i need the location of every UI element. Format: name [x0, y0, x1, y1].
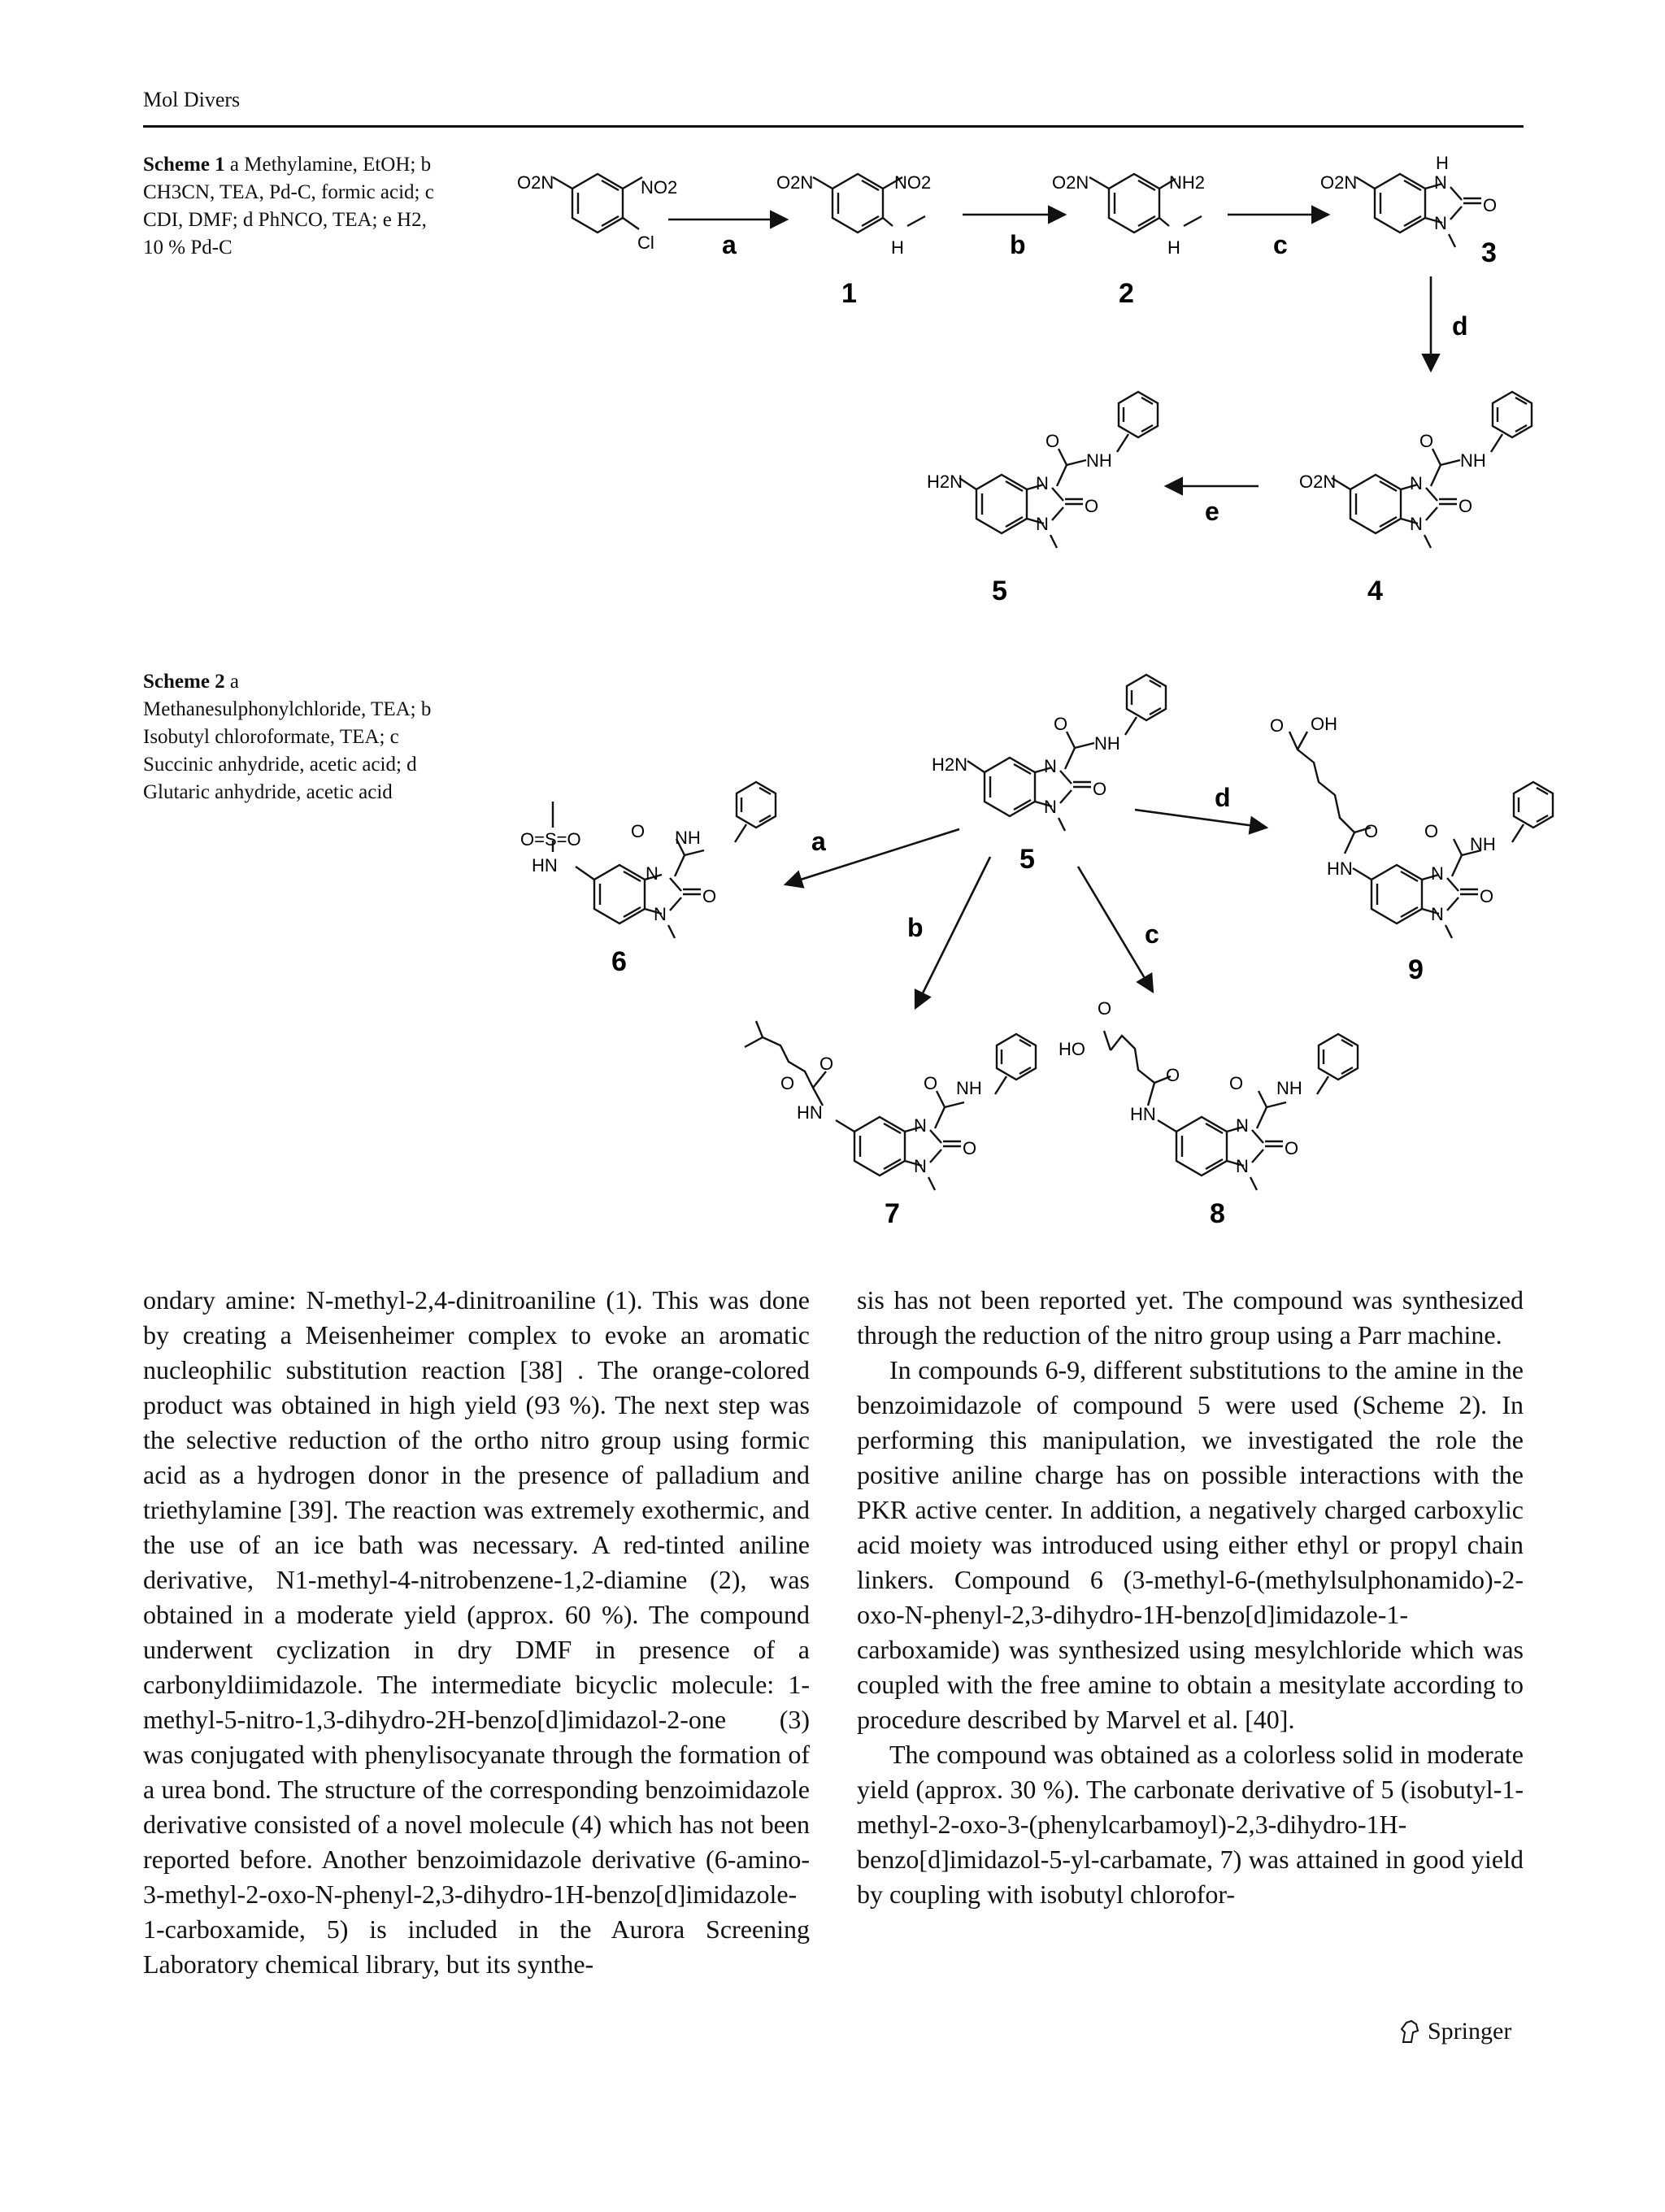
atom-label: N: [1431, 863, 1444, 884]
scheme1-caption-label: Scheme 1: [143, 154, 225, 176]
atom-label: N: [1434, 213, 1447, 233]
paragraph: ondary amine: N-methyl-2,4-dinitroaniline (1). This was done by creating a Meisenheimer complex to evoke an aromatic nucleophilic substitution reaction [38] . The orange-colored product was obtained in high yield (93 %). The next step was the selective reduction of the ortho nitro group using formic acid as a hydrogen donor in the presence of palladium and triethylamine [39]. The reaction was extremely exothermic, and the use of an ice bath was necessary. A red-tinted aniline derivative, N1-methyl-4-nitrobenzene-1,2-diamine (2), was obtained in a moderate yield (approx. 60 %). The compound underwent cyclization in dry DMF in presence of a carbonyldiimidazole. The intermediate bicyclic molecule: 1-methyl-5-nitro-1,3-dihydro-2H-benzo[d]imidazol-2-one (3) was conjugated with phenylisocyanate through the formation of a urea bond. The structure of the corresponding benzoimidazole derivative consisted of a novel molecule (4) which has not been reported before. Another benzoimidazole derivative (6-amino-3-methyl-2-oxo-N-phenyl-2,3-dihydro-1H-benzo[d]imidazole-1-carboxamide, 5) is included in the Aurora Screening Laboratory chemical library, but its synthe-: [143, 1285, 810, 1979]
atom-label: NH: [1086, 450, 1112, 471]
atom-label: H: [1436, 153, 1449, 173]
compound-label-3: 3: [1481, 237, 1497, 268]
compound-label-1: 1: [841, 278, 857, 309]
atom-label: O: [963, 1138, 977, 1158]
springer-horse-icon: [1398, 2019, 1421, 2044]
atom-label: NH: [1460, 450, 1486, 471]
atom-label: NH: [1276, 1078, 1302, 1098]
atom-label: N: [1434, 172, 1447, 193]
atom-label: O: [1270, 715, 1285, 736]
paragraph: The compound was obtained as a colorless solid in moderate yield (approx. 30 %). The carbonate derivative of 5 (isobutyl-1-methyl-2-oxo-3-(phenylcarbamoyl)-2,3-dihydro-1H-benzo[d]imidazol-5-yl-carbamate, 7) was attained in good yield by coupling with isobutyl chlorofor-: [857, 1740, 1524, 1909]
body-column-right: [857, 1283, 1524, 1912]
atom-label: N: [1044, 797, 1057, 817]
publisher-name: Springer: [1428, 2018, 1512, 2045]
step-label-e: e: [1205, 497, 1219, 526]
atom-label: O: [1483, 195, 1498, 215]
atom-label: NH: [1094, 733, 1120, 754]
compound-label-8: 8: [1210, 1198, 1225, 1229]
compound-label-6: 6: [611, 946, 627, 977]
atom-label: O: [1419, 431, 1434, 451]
atom-label: O: [1285, 1138, 1299, 1158]
step-label-d: d: [1215, 783, 1231, 812]
reaction-arrow: [915, 857, 990, 1008]
atom-label: N: [1410, 514, 1423, 534]
atom-label: NH2: [1169, 172, 1206, 193]
paragraph: sis has not been reported yet. The compound was synthesized through the reduction of the nitro group using a Parr machine.: [857, 1285, 1524, 1349]
atom-label: N: [1044, 756, 1057, 776]
atom-label: HN: [1327, 858, 1353, 879]
compound-5-structure: [927, 392, 1158, 548]
atom-label: O: [1364, 821, 1379, 841]
atom-label: N: [1410, 473, 1423, 493]
atom-label: NO2: [894, 172, 932, 193]
reaction-arrow: [1135, 810, 1267, 828]
atom-label: O: [631, 821, 646, 841]
atom-label: O: [924, 1073, 938, 1093]
step-label-a: a: [722, 230, 737, 259]
compound-label-9: 9: [1408, 954, 1424, 985]
compound-label-7: 7: [885, 1198, 900, 1229]
atom-label: N: [914, 1156, 927, 1176]
atom-label: O: [1424, 821, 1439, 841]
atom-label: O: [780, 1073, 795, 1093]
atom-label: O2N: [1052, 172, 1089, 193]
atom-label: O: [1166, 1065, 1180, 1085]
step-label-b: b: [1010, 230, 1026, 259]
compound-7-structure: [745, 1021, 1036, 1190]
atom-label: H: [891, 237, 904, 258]
atom-label: O2N: [1320, 172, 1358, 193]
atom-label: H2N: [932, 754, 968, 775]
atom-label: NO2: [641, 177, 678, 198]
atom-label: N: [646, 863, 659, 884]
atom-label: O: [1046, 431, 1060, 451]
atom-label: N: [654, 904, 667, 924]
step-label-b: b: [907, 913, 924, 942]
atom-label: H2N: [927, 472, 963, 492]
atom-label: O2N: [1299, 472, 1337, 492]
atom-label: H: [1167, 237, 1180, 258]
step-label-d: d: [1452, 311, 1468, 341]
compound-2-structure: [1052, 172, 1205, 258]
atom-label: HO: [1059, 1039, 1085, 1059]
atom-label: N: [914, 1115, 927, 1136]
publisher-footer: [1398, 2018, 1511, 2045]
atom-label: O: [1098, 998, 1112, 1019]
scheme1-caption-text: a Methylamine, EtOH; b CH3CN, TEA, Pd-C, formic acid; c CDI, DMF; d PhNCO, TEA; e H2, 10 % Pd-C: [143, 154, 434, 259]
atom-label: N: [1236, 1156, 1249, 1176]
compound-8-structure: [1059, 998, 1358, 1190]
scheme2-compound-5-structure: [932, 675, 1166, 831]
atom-label: Cl: [637, 232, 654, 253]
compound-3-structure: [1320, 153, 1497, 247]
atom-label: NH: [675, 828, 701, 848]
atom-label: NH: [1470, 834, 1496, 854]
compound-6-structure: [520, 782, 776, 938]
atom-label: O: [1229, 1073, 1244, 1093]
atom-label: HN: [797, 1102, 823, 1123]
compound-9-structure: [1270, 714, 1553, 938]
atom-label: O: [1480, 886, 1494, 906]
atom-label: O2N: [776, 172, 814, 193]
atom-label: O: [819, 1054, 834, 1074]
atom-label: O: [1459, 496, 1473, 516]
atom-label: N: [1431, 904, 1444, 924]
atom-label: HN: [532, 855, 558, 876]
compound-4-structure: [1299, 392, 1532, 548]
compound-label-2: 2: [1119, 278, 1134, 309]
atom-label: N: [1036, 514, 1049, 534]
atom-label: N: [1236, 1115, 1249, 1136]
scheme2-caption-label: Scheme 2: [143, 671, 225, 693]
atom-label: NH: [956, 1078, 982, 1098]
running-header: Mol Divers: [143, 88, 241, 111]
step-label-a: a: [811, 827, 826, 856]
scheme1-start-material: [517, 172, 677, 253]
step-label-c: c: [1273, 230, 1288, 259]
body-column-left: [143, 1283, 810, 1982]
reaction-arrow: [1078, 867, 1153, 992]
compound-1-structure: [776, 172, 931, 258]
atom-label: O=S=O: [520, 829, 581, 850]
paragraph: In compounds 6-9, different substitutions to the amine in the benzoimidazole of compound 5 were used (Scheme 2). In performing this manipulation, we investigated the role the positive aniline charge has on possible interactions with the PKR active center. In addition, a negatively charged carboxylic acid moiety was introduced using either ethyl or propyl chain linkers. Compound 6 (3-methyl-6-(methylsulphonamido)-2-oxo-N-phenyl-2,3-dihydro-1H-benzo[d]imidazole-1-carboxamide) was synthesized using mesylchloride which was coupled with the free amine to obtain a mesitylate according to procedure described by Marvel et al. [40].: [857, 1355, 1524, 1734]
atom-label: O: [1093, 779, 1107, 799]
atom-label: N: [1036, 473, 1049, 493]
atom-label: O2N: [517, 172, 554, 193]
compound-label-4: 4: [1367, 576, 1383, 606]
atom-label: OH: [1311, 714, 1337, 734]
scheme2-caption-text: a Methanesulphonylchloride, TEA; b Isobutyl chloroformate, TEA; c Succinic anhydride, acetic acid; d Glutaric anhydride, acetic acid: [143, 671, 432, 803]
step-label-c: c: [1145, 919, 1159, 949]
atom-label: O: [1054, 714, 1068, 734]
atom-label: O: [702, 886, 717, 906]
compound-label-5: 5: [992, 576, 1007, 606]
compound-label-5: 5: [1019, 844, 1035, 875]
atom-label: O: [1085, 496, 1099, 516]
atom-label: HN: [1130, 1104, 1156, 1124]
